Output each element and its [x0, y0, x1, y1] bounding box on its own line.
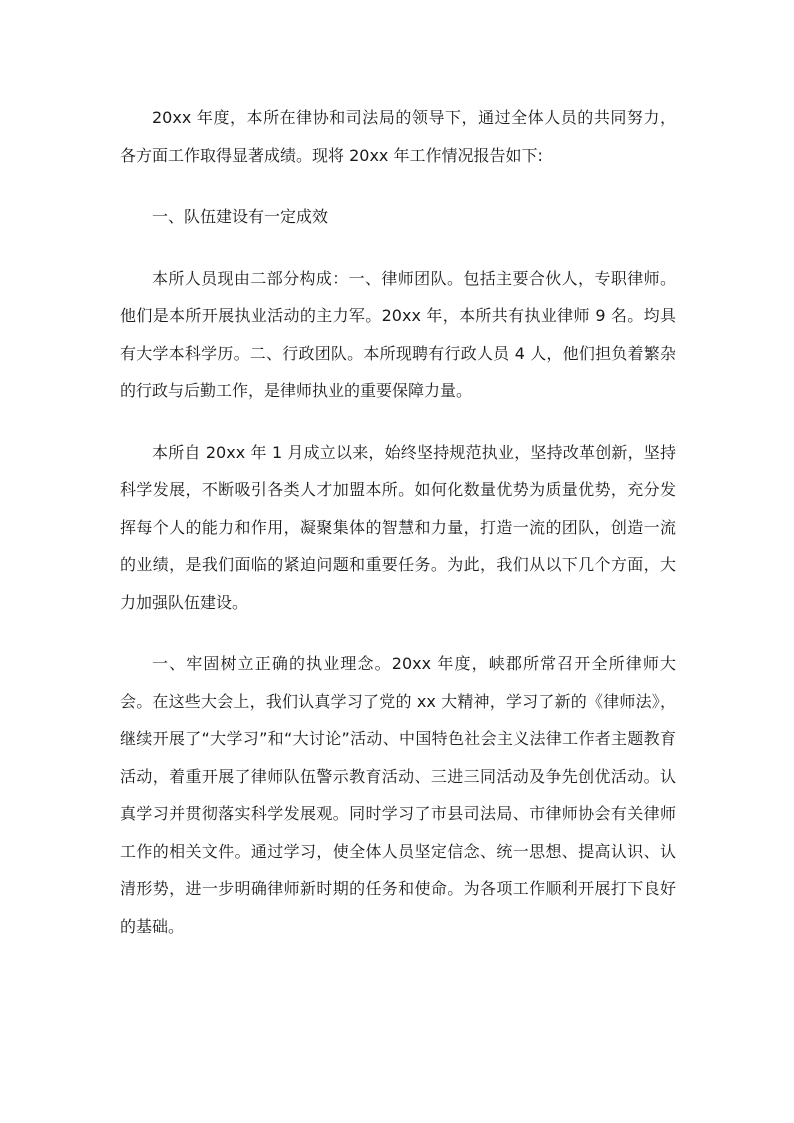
development-paragraph: 本所自 20xx 年 1 月成立以来，始终坚持规范执业，坚持改革创新，坚持科学发展，不断吸引各类人才加盟本所。如何化数量优势为质量优势，充分发挥每个人的能力和作用，凝聚集体的智慧和力量，打造一流的团队，创造一流的业绩，是我们面临的紧迫问题和重要任务。为此，我们从以下几个方面，大力加强队伍建设。	[120, 442, 676, 612]
document-body	[120, 99, 676, 945]
staff-composition-paragraph: 本所人员现由二部分构成：一、律师团队。包括主要合伙人，专职律师。他们是本所开展执业活动的主力军。20xx 年，本所共有执业律师 9 名。均具有大学本科学历。二、行政团队。本所现聘有行政人员 4 人，他们担负着繁杂的行政与后勤工作，是律师执业的重要保障力量。	[120, 268, 676, 400]
section-heading: 一、队伍建设有一定成效	[152, 207, 329, 226]
practice-philosophy-paragraph: 一、牢固树立正确的执业理念。20xx 年度，峡郡所常召开全所律师大会。在这些大会上，我们认真学习了党的 xx 大精神，学习了新的《律师法》，继续开展了“大学习”和“大讨论”活动、中国特色社会主义法律工作者主题教育活动，着重开展了律师队伍警示教育活动、三进三同活动及争先创优活动。认真学习并贯彻落实科学发展观。同时学习了市县司法局、市律师协会有关律师工作的相关文件。通过学习，使全体人员坚定信念、统一思想、提高认识、认清形势，进一步明确律师新时期的任务和使命。为各项工作顺利开展打下良好的基础。	[120, 654, 676, 936]
intro-paragraph: 20xx 年度，本所在律协和司法局的领导下，通过全体人员的共同努力，各方面工作取得显著成绩。现将 20xx 年工作情况报告如下:	[120, 108, 676, 165]
